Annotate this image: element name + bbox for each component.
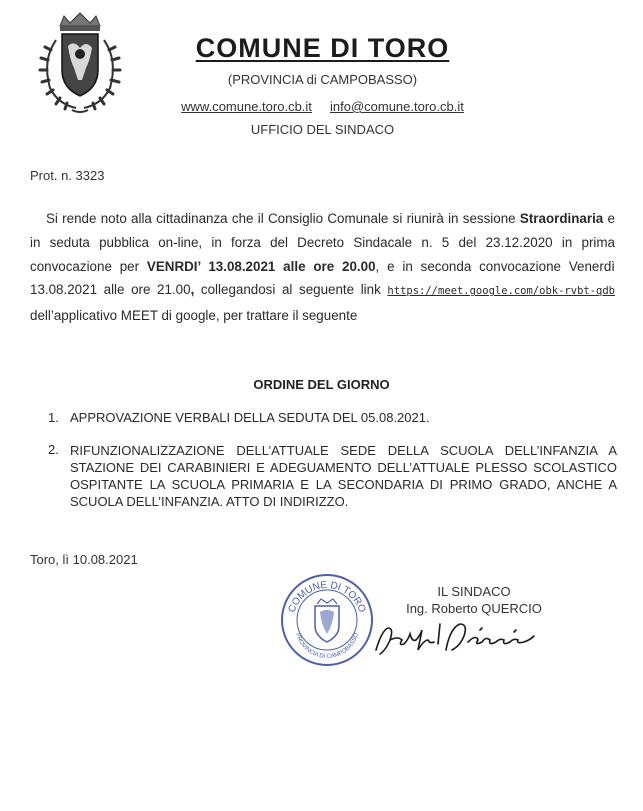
agenda-title: ORDINE DEL GIORNO: [253, 377, 390, 392]
agenda-item-number: 1.: [48, 410, 59, 425]
notice-comma: ,: [190, 282, 195, 298]
handwritten-signature: [368, 610, 548, 660]
mayor-role: IL SINDACO: [437, 584, 511, 599]
page-title: COMUNE DI TORO: [195, 33, 450, 63]
official-stamp: [279, 572, 375, 668]
municipal-crest-logo: [34, 10, 126, 118]
place-date: Toro, lì 10.08.2021: [30, 552, 138, 567]
meet-link[interactable]: https://meet.google.com/obk-rvbt-qdb: [387, 285, 615, 298]
contact-links: [150, 99, 495, 114]
notice-text-4: collegandosi al seguente link: [194, 282, 388, 298]
agenda-item-text: APPROVAZIONE VERBALI DELLA SEDUTA DEL 05.08.2021.: [70, 410, 430, 425]
website-link[interactable]: www.comune.toro.cb.it: [181, 99, 312, 114]
notice-text-1: Si rende noto alla cittadinanza che il Consiglio Comunale si riunirà in sessione: [46, 211, 516, 226]
stamp-top-text: COMUNE DI TORO: [286, 579, 368, 615]
first-convocation-date: VENRDI’ 13.08.2021 alle ore 20.00: [146, 258, 376, 274]
office-label: UFFICIO DEL SINDACO: [250, 122, 395, 137]
stamp-bottom-text: PROVINCIA DI CAMPOBASSO: [293, 632, 361, 661]
agenda-item-number: 2.: [48, 442, 59, 457]
email-link[interactable]: info@comune.toro.cb.it: [329, 99, 464, 114]
notice-text-3: , e in seconda convocazione Venerdì 13.08.2021 alle ore 21.00: [30, 258, 615, 298]
mayor-name: Ing. Roberto QUERCIO: [406, 601, 542, 616]
province-subtitle: (PROVINCIA di CAMPOBASSO): [227, 72, 418, 87]
notice-text-5: dell’applicativo MEET di google, per trattare il seguente: [30, 308, 358, 324]
protocol-number: Prot. n. 3323: [30, 168, 105, 183]
notice-paragraph: [30, 207, 615, 328]
agenda-item-text: RIFUNZIONALIZZAZIONE DELL’ATTUALE SEDE DELLA SCUOLA DELL’INFANZIA A STAZIONE DEI CARABINIERI E ADEGUAMENTO DELL’ATTUALE PLESSO SCOLASTICO OSPITANTE LA SCUOLA PRIMARIA E LA SECONDARIA DI PRIMO GRADO, ANCHE A SCUOLA DELL’INFANZIA. ATTO DI INDIRIZZO.: [70, 443, 617, 509]
session-type: Straordinaria: [519, 211, 604, 226]
notice-text-2: e in seduta pubblica on-line, in forza del Decreto Sindacale n. 5 del 23.12.2020 in prima convocazione per: [30, 211, 615, 274]
